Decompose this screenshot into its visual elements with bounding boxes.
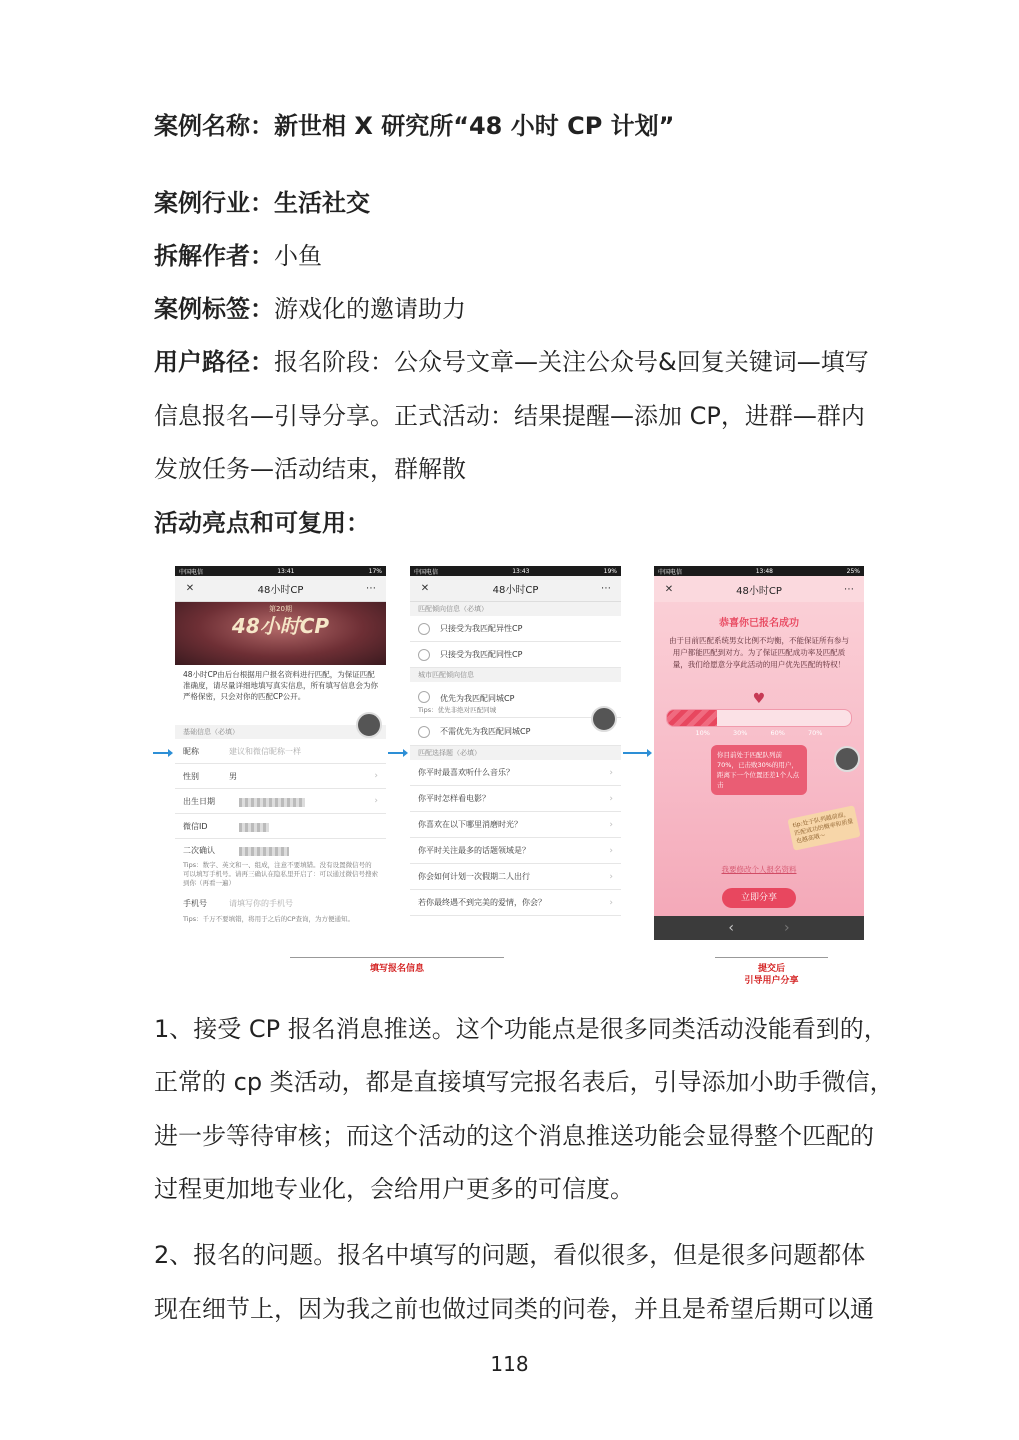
phone-screenshot-registration: [175, 566, 386, 940]
gender-value: 男: [229, 771, 237, 781]
chevron-right-icon: ›: [609, 819, 613, 830]
progress-label: 70%: [808, 729, 823, 737]
option-label: 优先为我匹配同城CP: [440, 694, 515, 703]
status-time: 13:48: [755, 567, 773, 575]
birthday-row[interactable]: [175, 789, 386, 814]
para1-line3: 进一步等待审核；而这个活动的这个消息推送功能会显得整个匹配的: [154, 1122, 874, 1150]
para1-line4: 过程更加地专业化，会给用户更多的可信度。: [154, 1175, 634, 1203]
caption-right: [715, 963, 828, 987]
arrow-right-icon: [153, 752, 171, 754]
user-path-line3: 发放任务—活动结束，群解散: [154, 455, 466, 483]
question-row[interactable]: [410, 864, 621, 890]
phone-row[interactable]: [175, 891, 386, 915]
arrow-right-icon: [388, 752, 406, 754]
blurred-value: [239, 798, 305, 807]
browser-nav-bar: [654, 916, 864, 940]
tip-card: tip:处于队列越前面，匹配成功的概率和质量也越高哦～: [787, 805, 860, 850]
caption-left: 填写报名信息: [369, 964, 424, 974]
para2-line2: 现在细节上，因为我之前也做过同类的问卷，并且是希望后期可以通: [154, 1295, 874, 1323]
banner-title: 48小时CP: [231, 614, 330, 638]
section-basic-header: 基础信息（必填）: [175, 725, 386, 739]
more-icon[interactable]: ⋯: [844, 583, 854, 595]
floating-music-button[interactable]: [834, 746, 860, 772]
caption-right-line1: 提交后: [757, 964, 785, 974]
option-row[interactable]: [410, 616, 621, 642]
status-battery: 25%: [846, 567, 860, 575]
question-label: 你会如何计划一次假期二人出行: [418, 872, 530, 881]
status-battery: 17%: [368, 567, 382, 575]
chevron-right-icon: ›: [609, 767, 613, 778]
section-orientation-header: 匹配倾向信息（必填）: [410, 602, 621, 616]
radio-button[interactable]: [418, 726, 430, 738]
radio-button[interactable]: [418, 623, 430, 635]
phone-tips: Tips：千万不要填错，将用于之后的CP查询，为方便通知。: [183, 915, 355, 923]
option-row[interactable]: [410, 642, 621, 668]
birthday-label: 出生日期: [183, 796, 215, 806]
gender-row[interactable]: [175, 764, 386, 789]
radio-button[interactable]: [418, 691, 430, 703]
option-label: 只接受为我匹配同性CP: [440, 650, 523, 659]
rank-bubble: 你目前处于匹配队列前70%，已击败30%的用户，距离下一个位置还差1个人点击: [711, 745, 807, 795]
question-label: 你喜欢在以下哪里消磨时光？: [418, 820, 522, 829]
para2-line1: 2、报名的问题。报名中填写的问题，看似很多，但是很多问题都体: [154, 1241, 866, 1269]
option-row[interactable]: [410, 718, 621, 746]
author-label: 拆解作者：: [154, 242, 274, 270]
wechat-tips: Tips：数字、英文和一、组成，注意不要填错。没有设置微信号的可以填写手机号。请再三确认在隐私里开启了：可以通过微信号搜索到你（再看一遍）: [183, 861, 378, 887]
banner-image: [175, 602, 386, 665]
status-carrier: 中国电信: [658, 568, 683, 576]
progress-fill: [667, 710, 717, 726]
success-title: 恭喜你已报名成功: [719, 618, 799, 629]
case-name-label: 案例名称：: [154, 112, 274, 140]
page-number: 118: [490, 1352, 529, 1376]
chevron-right-icon: ›: [374, 771, 378, 781]
progress-label: 60%: [770, 729, 785, 737]
nickname-input[interactable]: 建议和微信昵称一样: [229, 746, 301, 756]
progress-label: 10%: [695, 729, 710, 737]
tags-line: [154, 293, 466, 325]
caption-divider: [715, 957, 828, 958]
industry-line: [154, 187, 370, 219]
edit-profile-link[interactable]: 我要修改个人报名资料: [721, 865, 797, 874]
intro-text: 48小时CP由后台根据用户报名资料进行匹配，为保证匹配准确度，请尽量详细地填写真实信息，所有填写信息会为你严格保密，只会对你的匹配CP公开。: [183, 670, 378, 701]
question-row[interactable]: [410, 786, 621, 812]
more-icon[interactable]: ⋯: [601, 583, 611, 594]
user-path-text1: 报名阶段：公众号文章—关注公众号&回复关键词—填写: [274, 348, 869, 376]
section-city-header: 城市匹配倾向信息: [410, 668, 621, 682]
status-battery: 19%: [603, 567, 617, 575]
confirm-row[interactable]: [175, 839, 386, 861]
case-name-value: 新世相 X 研究所“48 小时 CP 计划”: [274, 112, 675, 140]
arrow-right-icon: [623, 752, 650, 754]
phone-input[interactable]: 请填写你的手机号: [229, 898, 293, 908]
para1-line1: 1、接受 CP 报名消息推送。这个功能点是很多同类活动没能看到的，: [154, 1015, 888, 1043]
question-label: 你平时怎样看电影？: [418, 794, 490, 803]
highlights-title: 活动亮点和可复用：: [154, 509, 370, 537]
gender-label: 性别: [183, 771, 199, 781]
tags-value: 游戏化的邀请助力: [274, 295, 466, 323]
close-icon[interactable]: ✕: [664, 583, 674, 595]
progress-labels: [654, 727, 864, 737]
forward-icon[interactable]: ›: [784, 920, 790, 936]
status-bar: [175, 566, 386, 576]
app-title: 48小时CP: [257, 585, 304, 596]
nickname-label: 昵称: [183, 746, 199, 756]
question-row[interactable]: [410, 890, 621, 916]
blurred-value: [239, 823, 269, 832]
couple-illustration: ♥: [752, 691, 766, 707]
user-path-line1: [154, 346, 869, 378]
app-title-bar: [410, 576, 621, 602]
tags-label: 案例标签：: [154, 295, 274, 323]
question-row[interactable]: [410, 812, 621, 838]
status-bar: [410, 566, 621, 576]
wechat-label: 微信ID: [183, 821, 208, 831]
app-title: 48小时CP: [736, 585, 782, 597]
author-line: [154, 240, 322, 272]
caption-divider: [290, 957, 504, 958]
progress-label: 30%: [733, 729, 748, 737]
user-path-line2: 信息报名—引导分享。正式活动：结果提醒—添加 CP，进群—群内: [154, 402, 865, 430]
question-row[interactable]: [410, 760, 621, 786]
phone-screenshot-success: [654, 566, 864, 940]
close-icon[interactable]: ✕: [185, 583, 195, 594]
app-title-bar: [654, 576, 864, 602]
more-icon[interactable]: ⋯: [366, 583, 376, 594]
section-questions-header: 匹配选择题（必填）: [410, 746, 621, 760]
close-icon[interactable]: ✕: [420, 583, 430, 594]
chevron-right-icon: ›: [609, 793, 613, 804]
progress-bar: [666, 709, 852, 727]
blurred-value: [239, 847, 289, 856]
phone-label: 手机号: [183, 898, 207, 908]
banner-issue: 第20期: [269, 605, 292, 613]
question-label: 你平时最喜欢听什么音乐？: [418, 768, 514, 777]
chevron-right-icon: ›: [374, 796, 378, 806]
status-carrier: 中国电信: [179, 568, 204, 576]
question-label: 若你最终遇不到完美的爱情，你会？: [418, 898, 546, 907]
industry-value: 生活社交: [274, 189, 370, 217]
question-label: 你平时关注最多的话题领域是？: [418, 846, 530, 855]
option-row[interactable]: [410, 682, 621, 718]
back-icon[interactable]: ‹: [728, 920, 734, 936]
floating-music-button[interactable]: [356, 712, 382, 738]
radio-button[interactable]: [418, 649, 430, 661]
chevron-right-icon: ›: [609, 871, 613, 882]
option-tip: Tips：优先非绝对匹配同城: [418, 706, 497, 714]
app-title: 48小时CP: [492, 585, 539, 596]
chevron-right-icon: ›: [609, 845, 613, 856]
status-bar: [654, 566, 864, 576]
para1-line2: 正常的 cp 类活动，都是直接填写完报名表后，引导添加小助手微信，: [154, 1068, 894, 1096]
user-path-label: 用户路径：: [154, 348, 274, 376]
option-label: 只接受为我匹配异性CP: [440, 624, 523, 633]
wechat-row[interactable]: [175, 814, 386, 839]
status-time: 13:41: [277, 567, 295, 575]
status-carrier: 中国电信: [414, 568, 439, 576]
case-name-line: [154, 110, 674, 142]
status-time: 13:43: [512, 567, 530, 575]
confirm-label: 二次确认: [183, 845, 215, 855]
industry-label: 案例行业：: [154, 189, 274, 217]
author-value: 小鱼: [274, 242, 322, 270]
chevron-right-icon: ›: [609, 897, 613, 908]
question-row[interactable]: [410, 838, 621, 864]
option-label: 不需优先为我匹配同城CP: [440, 727, 531, 736]
app-title-bar: [175, 576, 386, 602]
caption-right-line2: 引导用户分享: [744, 976, 799, 986]
floating-music-button[interactable]: [591, 706, 617, 732]
phone-screenshot-questions: [410, 566, 621, 940]
notice-text: 由于目前匹配系统男女比例不均衡，不能保证所有参与用户都能匹配到对方。为了保证匹配成功率及匹配质量，我们给愿意分享此活动的用户优先匹配的特权！: [669, 636, 849, 669]
share-button[interactable]: 立即分享: [722, 888, 796, 908]
nickname-row[interactable]: [175, 739, 386, 764]
